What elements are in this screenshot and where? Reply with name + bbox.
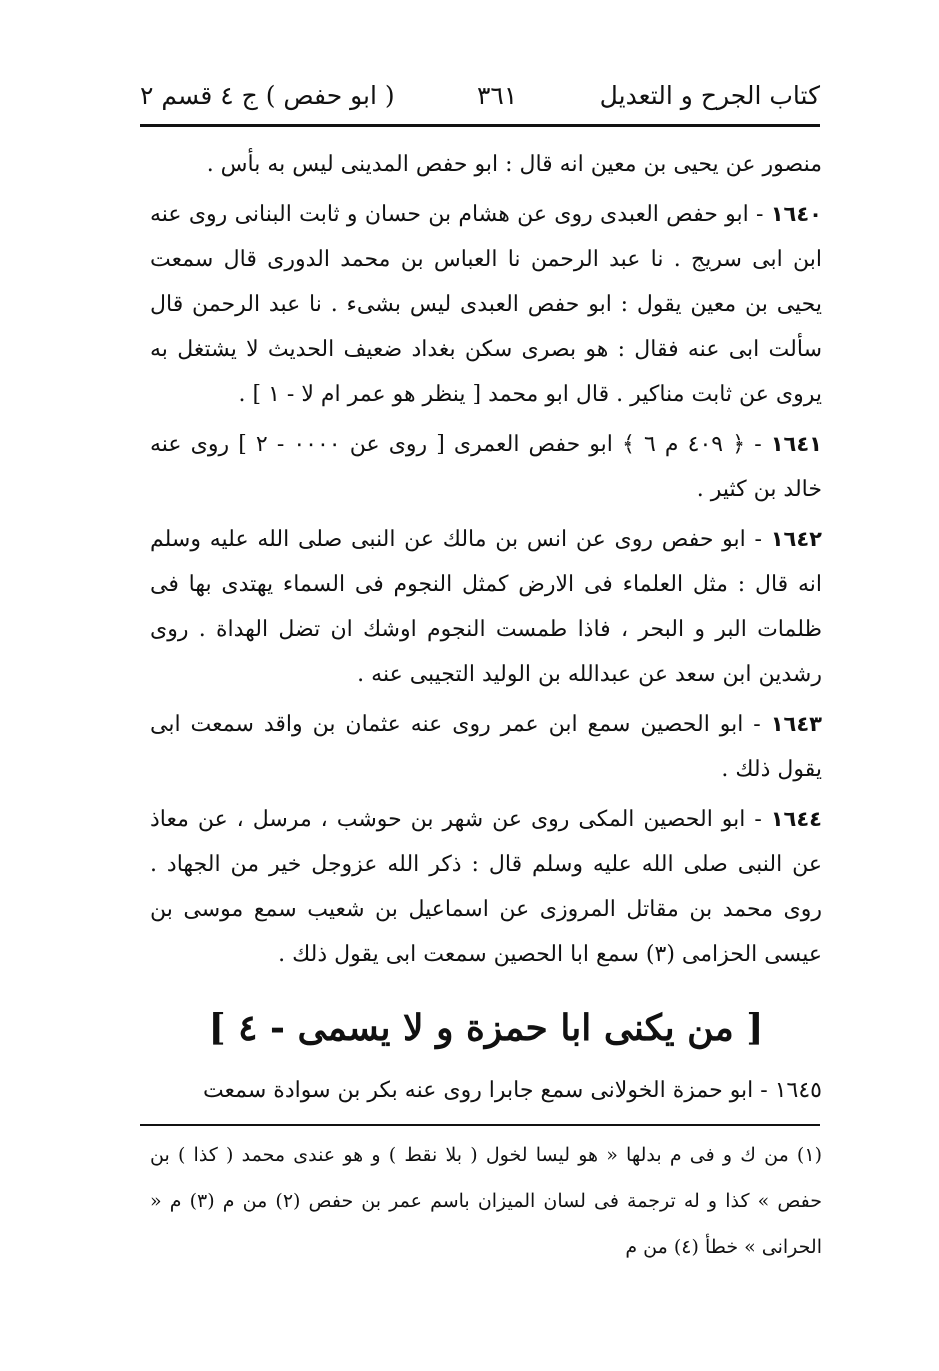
- entry-number: ١٦٤٥: [774, 1078, 822, 1103]
- entry-number: ١٦٤٣: [770, 712, 822, 736]
- entry-number: ١٦٤٤: [770, 807, 822, 831]
- entry-number: ١٦٤٢: [770, 527, 822, 551]
- main-text: [150, 142, 822, 982]
- book-title: كتاب الجرح و التعديل: [599, 80, 820, 110]
- lead-paragraph: منصور عن يحيى بن معين انه قال : ابو حفص المدينى ليس به بأس .: [206, 152, 822, 177]
- section-label: ( ابو حفص ) ج ٤ قسم ٢: [140, 80, 395, 110]
- footnote-text: (١) من ك و فى م بدلها « هو ليسا لخول ( بلا نقط ) و هو عندى محمد ( كذا ) بن حفص » كذا و له ترجمة فى لسان الميزان باسم عمر بن حفص (٢) من م (٣) م « الحرانى » خطأ (٤) من م: [150, 1144, 822, 1258]
- entry-1641: ١٦٤١ - ﴿ ٤٠٩ م ٦ ﴾ ابو حفص العمرى [ روى عن ٠٠٠٠ - ٢ ] روى عنه خالد بن كثير .: [150, 432, 823, 502]
- entry-1645: ١٦٤٥ - ابو حمزة الخولانى سمع جابرا روى عنه بكر بن سوادة سمعت: [202, 1078, 822, 1103]
- entry-number: ١٦٤١: [770, 432, 823, 456]
- entry-text: ﴿ ٤٠٩ م ٦ ﴾ ابو حفص العمرى [ روى عن ٠٠٠٠ - ٢ ] روى عنه خالد بن كثير .: [150, 432, 822, 502]
- running-header: [140, 72, 820, 118]
- entry-1644: ١٦٤٤ - ابو الحصين المكى روى عن شهر بن حوشب ، مرسل ، عن معاذ عن النبى صلى الله عليه وسلم قال : ذكر الله عزوجل خير من الجهاد . روى محمد بن مقاتل المروزى عن اسماعيل بن شعيب سمع موسى بن عيسى الحزامى (٣) سمع ابا الحصين سمعت ابى يقول ذلك .: [150, 807, 822, 967]
- entry-1640: ١٦٤٠ - ابو حفص العبدى روى عن هشام بن حسان و ثابت البنانى روى عنه ابن ابى سريج . نا عبد الرحمن نا العباس بن محمد الدورى قال سمعت يحيى بن معين يقول : ابو حفص العبدى ليس بشىء . نا عبد الرحمن قال سألت ابى عنه فقال : هو بصرى سكن بغداد ضعيف الحديث لا يشتغل به يروى عن ثابت مناكير . قال ابو محمد [ ينظر هو عمر ام لا - ١ ] .: [150, 202, 822, 407]
- entry-number: ١٦٤٠: [770, 202, 822, 226]
- footnote-rule: [140, 1124, 820, 1126]
- entry-text: ابو الحصين المكى روى عن شهر بن حوشب ، مرسل ، عن معاذ عن النبى صلى الله عليه وسلم قال : ذكر الله عزوجل خير من الجهاد . روى محمد بن مقاتل المروزى عن اسماعيل بن شعيب سمع موسى بن عيسى الحزامى (٣) سمع ابا الحصين سمعت ابى يقول ذلك .: [150, 807, 822, 967]
- entry-text: ابو حمزة الخولانى سمع جابرا روى عنه بكر بن سوادة سمعت: [202, 1078, 754, 1103]
- entry-text: ابو الحصين سمع ابن عمر روى عنه عثمان بن واقد سمعت ابى يقول ذلك .: [150, 712, 822, 782]
- header-rule: [140, 124, 820, 127]
- entry-text: ابو حفص العبدى روى عن هشام بن حسان و ثابت البنانى روى عنه ابن ابى سريج . نا عبد الرحمن نا العباس بن محمد الدورى قال سمعت يحيى بن معين يقول : ابو حفص العبدى ليس بشىء . نا عبد الرحمن قال سألت ابى عنه فقال : هو بصرى سكن بغداد ضعيف الحديث لا يشتغل به يروى عن ثابت مناكير . قال ابو محمد [ ينظر هو عمر ام لا - ١ ] .: [150, 202, 822, 407]
- entry-1643: ١٦٤٣ - ابو الحصين سمع ابن عمر روى عنه عثمان بن واقد سمعت ابى يقول ذلك .: [150, 712, 822, 782]
- page-number: ٣٦١: [477, 80, 518, 110]
- section-heading: [ من يكنى ابا حمزة و لا يسمى - ٤ ]: [208, 1007, 764, 1049]
- entry-text: ابو حفص روى عن انس بن مالك عن النبى صلى الله عليه وسلم انه قال : مثل العلماء فى الارض كمثل النجوم فى السماء يهتدى بها فى ظلمات البر و البحر ، فاذا طمست النجوم اوشك ان تضل الهداة . روى رشدين ابن سعد عن عبدالله بن الوليد التجيبى عنه .: [150, 527, 822, 687]
- entry-1642: ١٦٤٢ - ابو حفص روى عن انس بن مالك عن النبى صلى الله عليه وسلم انه قال : مثل العلماء فى الارض كمثل النجوم فى السماء يهتدى بها فى ظلمات البر و البحر ، فاذا طمست النجوم اوشك ان تضل الهداة . روى رشدين ابن سعد عن عبدالله بن الوليد التجيبى عنه .: [150, 527, 822, 687]
- footnotes: [150, 1132, 822, 1270]
